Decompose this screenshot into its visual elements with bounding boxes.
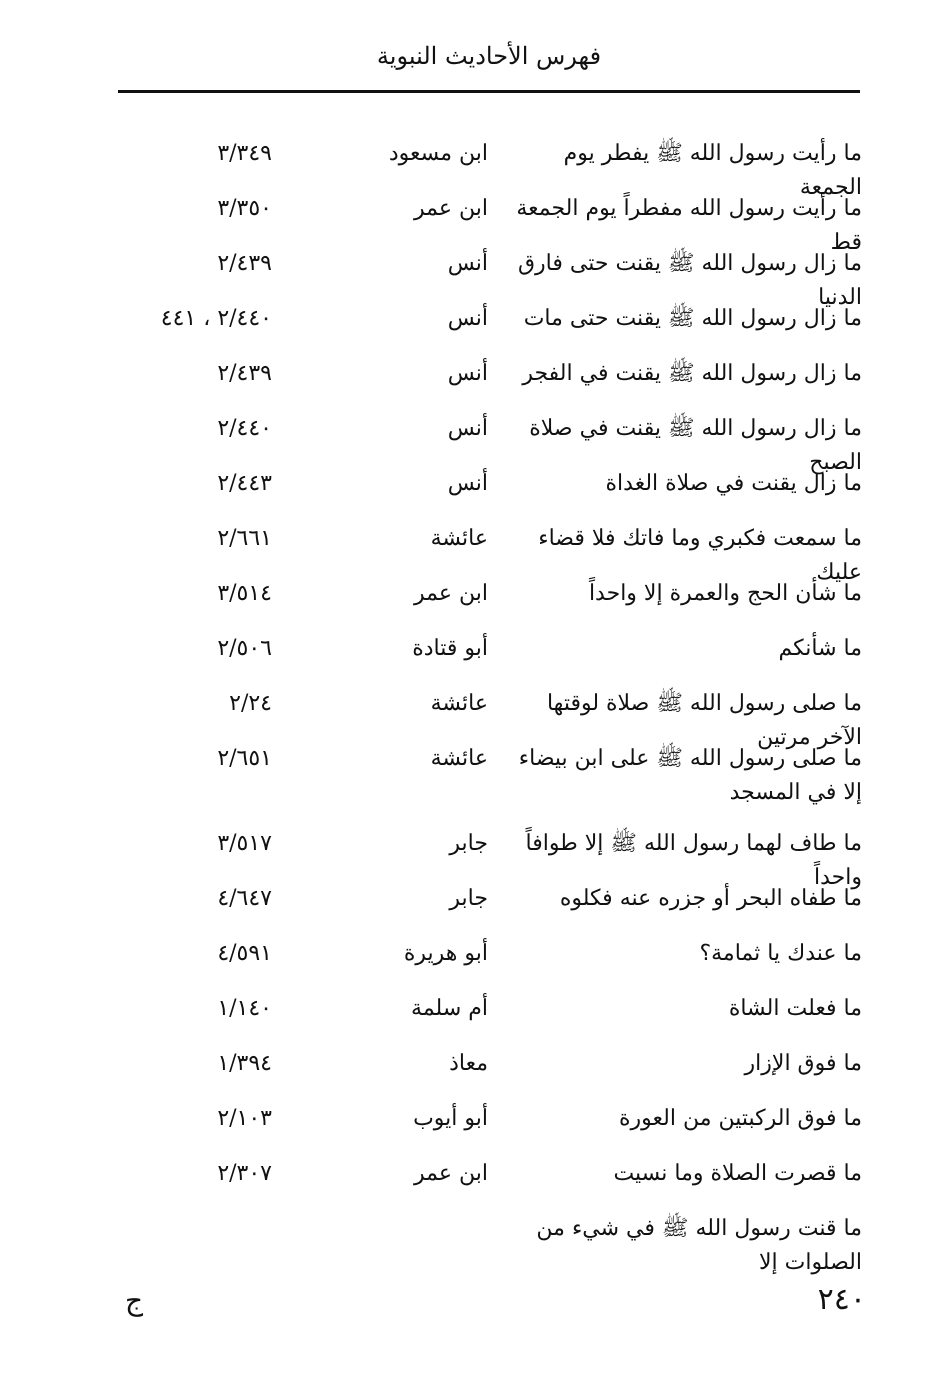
- index-entry: [0, 620, 950, 675]
- hadith-text: ما فوق الركبتين من العورة: [619, 1106, 862, 1131]
- volume-page-reference: ٢/١٠٣: [217, 1106, 272, 1131]
- hadith-text: ما زال رسول الله ﷺ يقنت حتى فارق الدنيا: [517, 251, 862, 310]
- volume-page-reference: ٤/٦٤٧: [217, 886, 272, 911]
- narrator: ابن مسعود: [388, 141, 488, 166]
- hadith-text: ما عندك يا ثمامة؟: [699, 941, 862, 966]
- hadith-text: ما زال رسول الله ﷺ يقنت حتى مات: [523, 306, 862, 331]
- hadith-text: ما صلى رسول الله ﷺ صلاة لوقتها الآخر مرتين: [546, 691, 862, 750]
- volume-page-reference: ٣/٥١٤: [217, 581, 272, 606]
- volume-page-reference: ٤/٥٩١: [217, 941, 272, 966]
- narrator: أنس: [447, 361, 488, 386]
- narrator: جابر: [449, 886, 488, 911]
- index-entry: [0, 675, 950, 750]
- hadith-text: ما رأيت رسول الله مفطراً يوم الجمعة قط: [516, 196, 862, 255]
- index-entry: [0, 235, 950, 310]
- hadith-text: ما شأنكم: [778, 636, 862, 661]
- volume-page-reference: ٢/٦٥١: [217, 746, 272, 771]
- hadith-text: ما فعلت الشاة: [728, 996, 862, 1021]
- hadith-text: ما طاف لهما رسول الله ﷺ إلا طوافاً واحداً: [525, 831, 862, 890]
- hadith-text: ما شأن الحج والعمرة إلا واحداً: [588, 581, 862, 606]
- hadith-text: ما رأيت رسول الله ﷺ يفطر يوم الجمعة: [563, 141, 862, 200]
- narrator: أنس: [447, 471, 488, 496]
- volume-page-reference: ٣/٣٥٠: [217, 196, 272, 221]
- index-entry: [0, 980, 950, 1035]
- narrator: أبو قتادة: [412, 636, 488, 661]
- volume-page-reference: ٢/٤٣٩: [217, 361, 272, 386]
- hadith-text: ما فوق الإزار: [744, 1051, 862, 1076]
- narrator: جابر: [449, 831, 488, 856]
- narrator: عائشة: [430, 691, 488, 716]
- narrator: ابن عمر: [414, 581, 488, 606]
- volume-page-reference: ٢/٢٤: [229, 691, 272, 716]
- header-rule: [118, 90, 860, 93]
- volume-page-reference: ٢/٤٤٠: [217, 416, 272, 441]
- index-entry: [0, 290, 950, 345]
- printer-signature-mark: ج: [125, 1284, 144, 1317]
- narrator: ابن عمر: [414, 1161, 488, 1186]
- hadith-text: ما سمعت فكبري وما فاتك فلا قضاء عليك: [538, 526, 862, 585]
- narrator: أنس: [447, 416, 488, 441]
- index-entry: [0, 180, 950, 255]
- hadith-text: ما زال رسول الله ﷺ يقنت في صلاة الصبح: [529, 416, 862, 475]
- narrator: أنس: [447, 306, 488, 331]
- index-entry: [0, 565, 950, 620]
- volume-page-reference: ٢/٥٠٦: [217, 636, 272, 661]
- narrator: عائشة: [430, 526, 488, 551]
- volume-page-reference: ٣/٣٤٩: [217, 141, 272, 166]
- index-entry: [0, 1035, 950, 1090]
- narrator: عائشة: [430, 746, 488, 771]
- page-number: ٢٤٠: [817, 1282, 866, 1317]
- volume-page-reference: ٢/٤٤٠ ، ٤٤١: [160, 306, 272, 331]
- index-entry: [0, 510, 950, 585]
- hadith-index-list: [0, 125, 950, 1275]
- hadith-text: ما قنت رسول الله ﷺ في شيء من الصلوات إلا: [536, 1216, 862, 1275]
- volume-page-reference: ٣/٥١٧: [217, 831, 272, 856]
- narrator: أبو هريرة: [403, 941, 488, 966]
- narrator: أم سلمة: [411, 996, 488, 1021]
- index-entry: [0, 730, 950, 815]
- index-entry: [0, 125, 950, 200]
- hadith-text: ما صلى رسول الله ﷺ على ابن بيضاء إلا في المسجد: [518, 746, 862, 805]
- volume-page-reference: ١/١٤٠: [217, 996, 272, 1021]
- narrator: ابن عمر: [414, 196, 488, 221]
- index-entry: [0, 1145, 950, 1200]
- index-entry: [0, 345, 950, 400]
- hadith-text: ما زال رسول الله ﷺ يقنت في الفجر: [522, 361, 862, 386]
- index-entry: [0, 925, 950, 980]
- index-entry: [0, 815, 950, 890]
- running-header: فهرس الأحاديث النبوية: [376, 42, 602, 70]
- volume-page-reference: ٢/٤٤٣: [217, 471, 272, 496]
- index-entry: [0, 400, 950, 475]
- narrator: أنس: [447, 251, 488, 276]
- volume-page-reference: ١/٣٩٤: [217, 1051, 272, 1076]
- index-entry: [0, 1090, 950, 1145]
- index-entry: [0, 455, 950, 510]
- narrator: معاذ: [449, 1051, 488, 1076]
- hadith-text: ما طفاه البحر أو جزره عنه فكلوه: [559, 886, 862, 911]
- volume-page-reference: ٢/٦٦١: [217, 526, 272, 551]
- hadith-text: ما زال يقنت في صلاة الغداة: [605, 471, 862, 496]
- index-entry: [0, 1200, 950, 1275]
- index-entry: [0, 870, 950, 925]
- hadith-text: ما قصرت الصلاة وما نسيت: [613, 1161, 862, 1186]
- volume-page-reference: ٢/٣٠٧: [217, 1161, 272, 1186]
- volume-page-reference: ٢/٤٣٩: [217, 251, 272, 276]
- narrator: أبو أيوب: [413, 1106, 488, 1131]
